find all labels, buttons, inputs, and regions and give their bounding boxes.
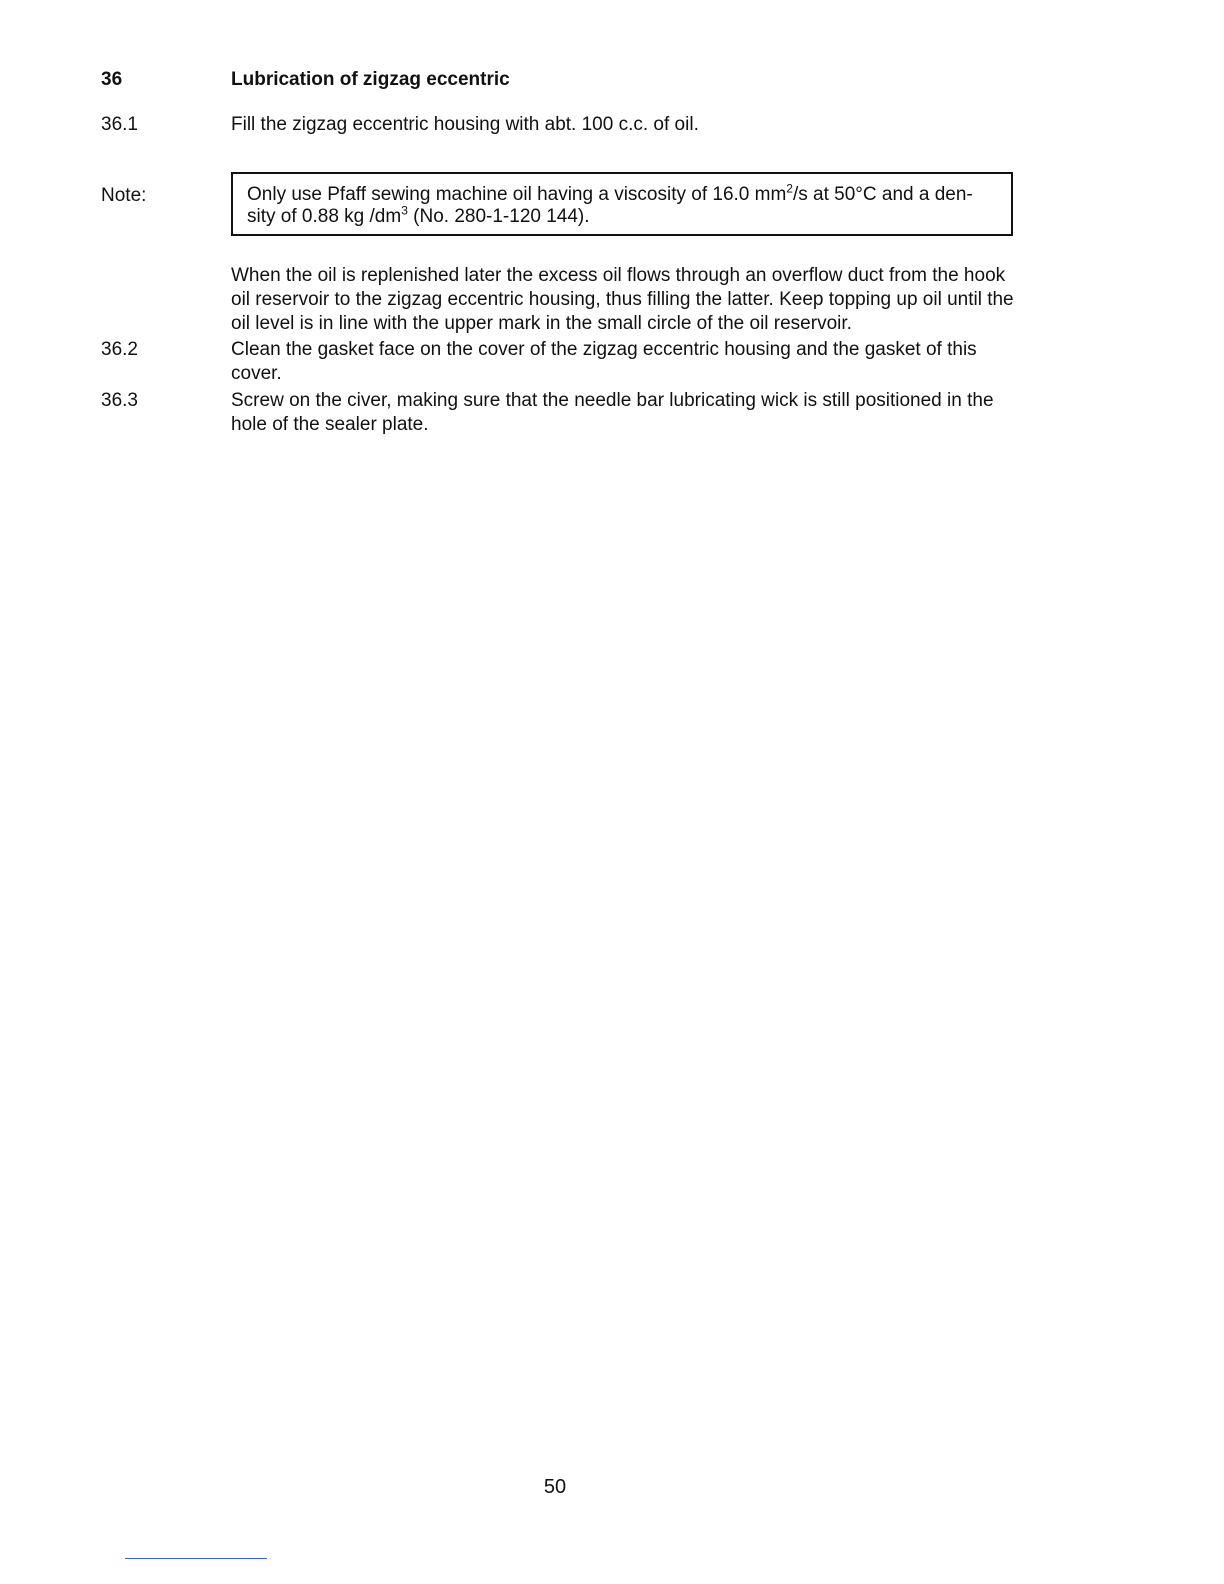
step-text: Clean the gasket face on the cover of the zigzag eccentric housing and the gasket of this cover. [231,339,977,384]
paragraph-text: When the oil is replenished later the excess oil flows through an overflow duct from the hook oil reservoir to the zigzag eccentric housing, thus filling the latter. Keep topping up oil until the oil level is in line with the upper mark in the small circle of the oil reservoir. [231,265,1014,334]
note-line-2 [247,203,1003,228]
note-line-2-text: sity of 0.88 kg /dm [247,206,402,227]
step-number: 36.3 [101,390,138,411]
step-text: Fill the zigzag eccentric housing with abt. 100 c.c. of oil. [231,114,699,135]
note-superscript-3: 3 [401,203,408,218]
section-title: Lubrication of zigzag eccentric [231,69,510,90]
note-box [231,172,1013,236]
note-line-2-end: (No. 280-1-120 144). [407,206,590,227]
note-text [247,181,1003,228]
note-superscript-2: 2 [786,181,793,196]
note-line-1-text: Only use Pfaff sewing machine oil having a viscosity of 16.0 mm [247,184,787,205]
note-line-1 [247,181,1003,206]
page-number: 50 [543,1476,567,1498]
section-number: 36 [101,69,123,90]
step-number: 36.1 [101,114,138,135]
note-line-1-end: /s at 50°C and a den- [792,184,973,205]
footer-rule [125,1558,267,1559]
step-number: 36.2 [101,339,138,360]
note-label: Note: [101,185,147,206]
step-text: Screw on the civer, making sure that the needle bar lubricating wick is still positioned in the hole of the sealer plate. [231,390,994,435]
